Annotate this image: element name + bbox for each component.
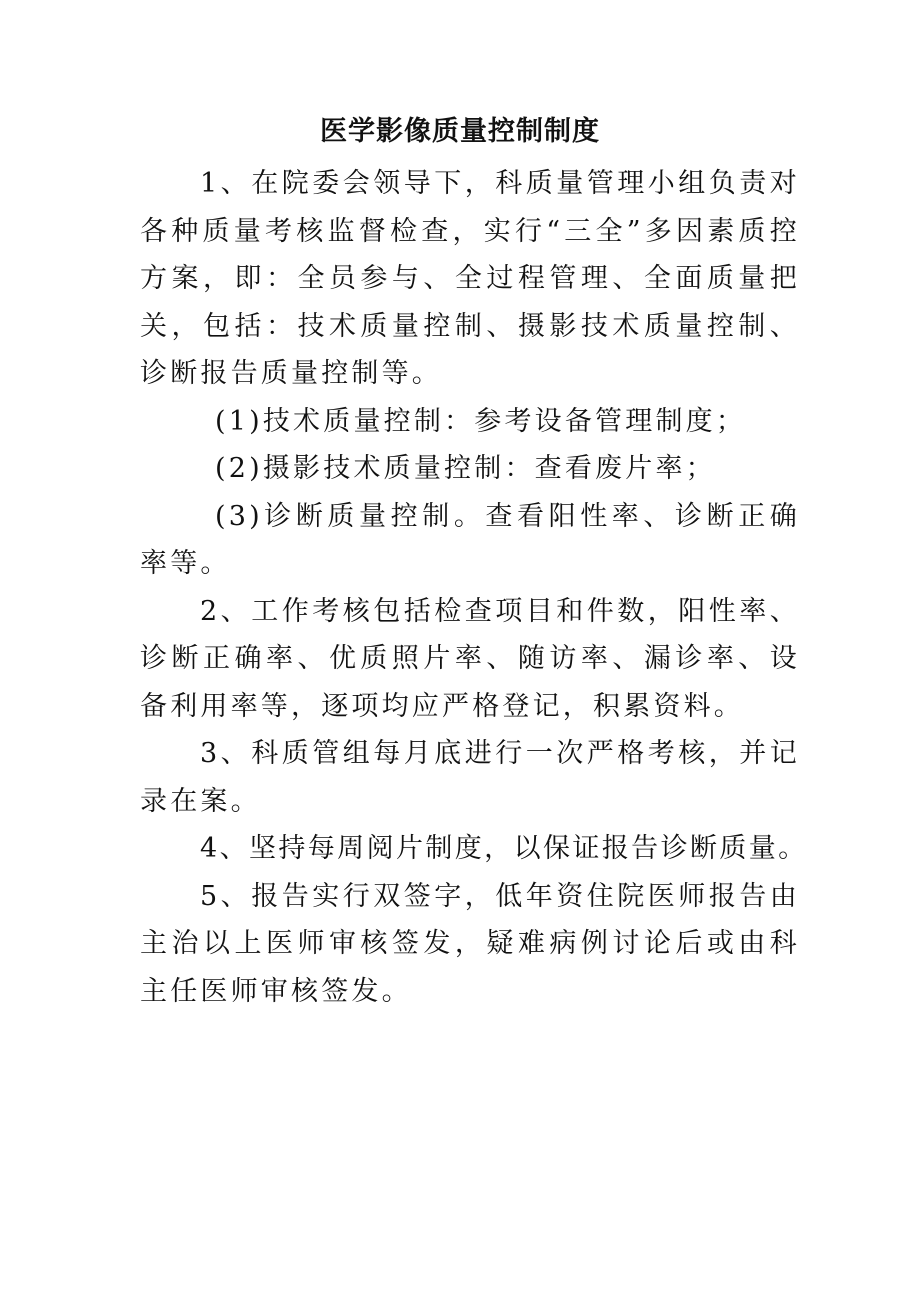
paragraph-3: 3、科质管组每月底进行一次严格考核，并记录在案。 [140, 738, 800, 817]
paragraph-5: 5、报告实行双签字，低年资住院医师报告由主治以上医师审核签发，疑难病例讨论后或由科主任医师审核签发。 [140, 880, 800, 1007]
paragraph-2: 2、工作考核包括检查项目和件数，阳性率、诊断正确率、优质照片率、随访率、漏诊率、设备利用率等，逐项均应严格登记，积累资料。 [140, 595, 800, 722]
document-title: 医学影像质量控制制度 [320, 116, 600, 147]
paragraph-1-item-1: (1)技术质量控制：参考设备管理制度； [215, 405, 747, 437]
paragraph-1: 1、在院委会领导下，科质量管理小组负责对各种质量考核监督检查，实行“三全”多因素质控方案，即：全员参与、全过程管理、全面质量把关，包括：技术质量控制、摄影技术质量控制、诊断报告质量控制等。 [140, 168, 800, 389]
paragraph-4: 4、坚持每周阅片制度，以保证报告诊断质量。 [200, 833, 808, 864]
paragraph-1-item-3: (3)诊断质量控制。查看阳性率、诊断正确率等。 [140, 500, 800, 579]
paragraph-1-item-2: (2)摄影技术质量控制：查看废片率； [215, 453, 716, 484]
document-body [140, 160, 808, 1015]
